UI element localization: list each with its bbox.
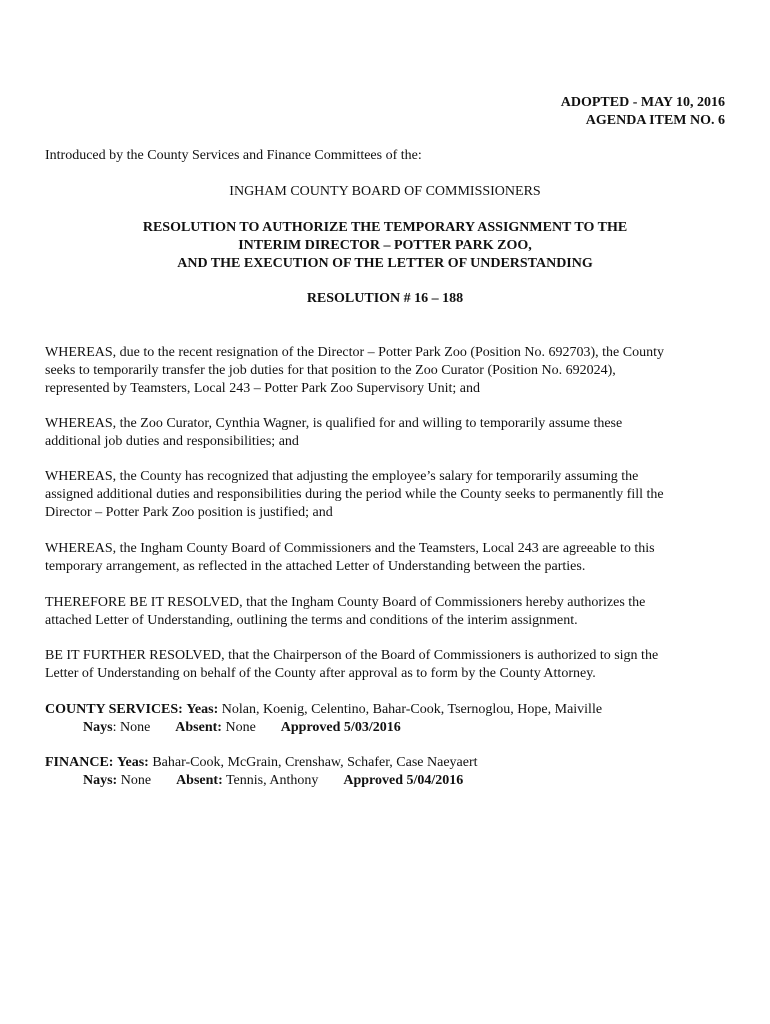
paragraph-line: WHEREAS, due to the recent resignation of the Director – Potter Park Zoo (Position No. 692703), the County: [45, 345, 665, 360]
committee-name: FINANCE:: [45, 755, 114, 770]
paragraph-line: additional job duties and responsibilities; and: [45, 434, 299, 449]
resolution-title-line: AND THE EXECUTION OF THE LETTER OF UNDERSTANDING: [177, 256, 593, 271]
paragraph-line: WHEREAS, the Zoo Curator, Cynthia Wagner, is qualified for and willing to temporarily assume these: [45, 416, 623, 431]
committee-name: COUNTY SERVICES:: [45, 702, 183, 717]
yeas-names: Nolan, Koenig, Celentino, Bahar-Cook, Tsernoglou, Hope, Maiville: [221, 702, 603, 717]
paragraph-line: WHEREAS, the Ingham County Board of Commissioners and the Teamsters, Local 243 are agreeable to this: [45, 541, 655, 556]
whereas-paragraph-vacancy: [45, 344, 725, 398]
whereas-paragraph-salary: [45, 468, 725, 522]
adoption-header: [561, 94, 725, 130]
vote-yeas-line: [45, 701, 725, 719]
yeas-names: Bahar-Cook, McGrain, Crenshaw, Schafer, Case Naeyaert: [152, 755, 478, 770]
paragraph-line: represented by Teamsters, Local 243 – Potter Park Zoo Supervisory Unit; and: [45, 381, 480, 396]
paragraph-line: attached Letter of Understanding, outlining the terms and conditions of the interim assignment.: [45, 613, 578, 628]
paragraph-line: THEREFORE BE IT RESOLVED, that the Ingham County Board of Commissioners hereby authorizes the: [45, 595, 646, 610]
absent-value: Tennis, Anthony: [225, 773, 319, 788]
whereas-paragraph-agreement: [45, 540, 725, 576]
paragraph-line: temporary arrangement, as reflected in the attached Letter of Understanding between the parties.: [45, 559, 586, 574]
agenda-item-number: AGENDA ITEM NO. 6: [585, 113, 725, 128]
resolution-title-line: RESOLUTION TO AUTHORIZE THE TEMPORARY ASSIGNMENT TO THE: [142, 220, 628, 235]
absent-value: None: [225, 720, 256, 735]
paragraph-line: BE IT FURTHER RESOLVED, that the Chairperson of the Board of Commissioners is authorized to sign the: [45, 648, 659, 663]
approved-date: Approved 5/03/2016: [280, 720, 401, 735]
adopted-date: ADOPTED - MAY 10, 2016: [560, 95, 725, 110]
vote-nays-line: [45, 772, 725, 790]
paragraph-line: Director – Potter Park Zoo position is justified; and: [45, 505, 333, 520]
further-resolved-paragraph: [45, 647, 725, 683]
resolution-title-line: INTERIM DIRECTOR – POTTER PARK ZOO,: [238, 238, 532, 253]
nays-label: Nays: [83, 720, 113, 735]
absent-label: Absent:: [176, 773, 223, 788]
nays-label: Nays:: [83, 773, 118, 788]
approved-date: Approved 5/04/2016: [343, 773, 464, 788]
paragraph-line: seeks to temporarily transfer the job duties for that position to the Zoo Curator (Position No. 692024),: [45, 363, 616, 378]
paragraph-line: Letter of Understanding on behalf of the County after approval as to form by the County Attorney.: [45, 666, 596, 681]
paragraph-line: WHEREAS, the County has recognized that adjusting the employee’s salary for temporarily assuming the: [45, 469, 639, 484]
board-name: INGHAM COUNTY BOARD OF COMMISSIONERS: [229, 184, 541, 199]
document-page: [45, 0, 725, 1024]
yeas-label: Yeas:: [116, 755, 149, 770]
county-services-vote: [45, 701, 725, 737]
vote-nays-line: [45, 719, 725, 737]
resolved-paragraph: [45, 594, 725, 630]
yeas-label: Yeas:: [186, 702, 219, 717]
absent-label: Absent:: [175, 720, 222, 735]
finance-vote: [45, 754, 725, 790]
vote-yeas-line: [45, 754, 725, 772]
paragraph-line: assigned additional duties and responsibilities during the period while the County seeks to permanently fill the: [45, 487, 664, 502]
nays-value: None: [120, 773, 152, 788]
resolution-number: RESOLUTION # 16 – 188: [306, 291, 464, 306]
nays-value: : None: [112, 720, 151, 735]
whereas-paragraph-curator: [45, 415, 725, 451]
introduced-by-line: Introduced by the County Services and Finance Committees of the:: [45, 148, 422, 163]
resolution-title: [45, 219, 725, 273]
